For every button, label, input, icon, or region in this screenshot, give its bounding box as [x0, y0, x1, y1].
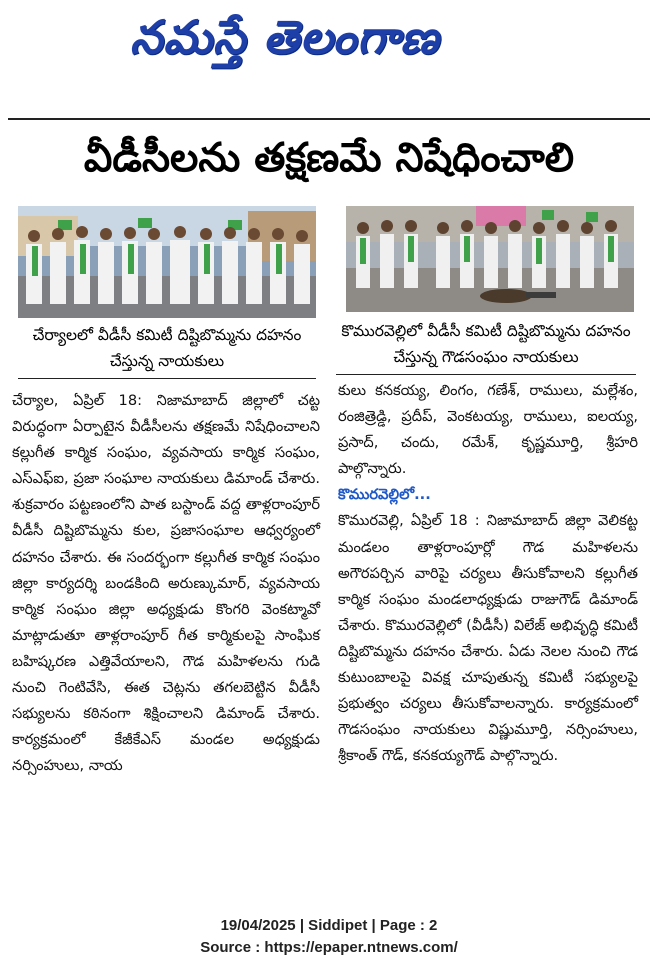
footer-source-text: Source : https://epaper.ntnews.com/ — [200, 939, 458, 956]
article-subhead: కొమురవెల్లిలో... — [338, 486, 431, 504]
photo-caption-cheryal: చేర్యాలలో వీడీసీ కమిటీ దిష్టిబొమ్మను దహనం చేస్తున్న నాయకులు — [32, 326, 302, 370]
article-column-left — [12, 388, 320, 779]
photo-cheryal-protest — [18, 206, 316, 318]
footer-date-line — [0, 916, 658, 934]
article-body-right-top: కులు కనకయ్య, లింగం, గణేశ్, రాములు, మల్లేశం, రంజిత్రెడ్డి, ప్రదీప్, వెంకటయ్య, రాములు, ఐలయ్య, ప్రసాద్, చందు, రమేశ్, కృష్ణమూర్తి, శ్రీహరి పాల్గొన్నారు. — [338, 382, 638, 478]
article-body-left: చేర్యాల, ఏప్రిల్ 18: నిజామాబాద్ జిల్లాలో చట్ట విరుద్ధంగా ఏర్పాటైన వీడీసీలను తక్షణమే నిషేధించాలని కల్లుగీత కార్మిక సంఘం, వ్యవసాయ కార్మిక సంఘం, ఎస్ఎఫ్ఐ, ప్రజా సంఘాల నాయకులు డిమాండ్ చేశారు. శుక్రవారం పట్టణంలోని పాత బస్టాండ్ వద్ద తాళ్లరాంపూర్ వీడీసీ దిష్టిబొమ్మను కుల, ప్రజాసంఘాల ఆధ్వర్యంలో దహనం చేశారు. ఈ సందర్భంగా కల్లుగీత కార్మిక సంఘం జిల్లా కార్యదర్శి బండకింది అరుణ్కుమార్, వ్యవసాయ కార్మిక సంఘం జిల్లా అధ్యక్షుడు కొంగరి వెంకట్మావో మాట్లాడుతూ తాళ్లరాంపూర్ గీత కార్మికులపై సాంఘిక బహిష్కరణ ఎత్తివేయాలని, గౌడ మహిళలను గుడి నుంచి గెంటివేసి, ఈత చెట్లను తగలబెట్టిన వీడీసీ సభ్యులను కఠినంగా శిక్షించాలని డిమాండ్ చేశారు. కార్యక్రమంలో కేజీకేఎస్ మండల అధ్యక్షుడు నర్సింహులు, నాయ — [12, 392, 320, 775]
newspaper-masthead — [130, 4, 530, 70]
masthead-title: నమస్తే తెలంగాణ — [130, 10, 440, 64]
photo-caption-komuravelli: కొమురవెల్లిలో వీడీసీ కమిటీ దిష్టిబొమ్మను దహనం చేస్తున్న గౌడసంఘం నాయకులు — [341, 322, 631, 366]
article-column-right — [338, 378, 638, 769]
footer-source-line — [0, 938, 658, 956]
article-headline: వీడీసీలను తక్షణమే నిషేధించాలి — [83, 135, 575, 181]
headline-top-rule — [8, 118, 650, 120]
photo-komuravelli-protest — [346, 206, 634, 312]
caption-underline-left — [18, 378, 316, 379]
caption-underline-right — [336, 374, 636, 375]
footer-date-text: 19/04/2025 | Siddipet | Page : 2 — [220, 917, 438, 934]
article-body-right-bottom: కొమురవెల్లి, ఏప్రిల్ 18 : నిజామాబాద్ జిల్లా వెలికట్ట మండలం తాళ్లరాంపూర్లో గౌడ మహిళలను అగౌరపర్చిన వారిపై చర్యలు తీసుకోవాలని కల్లుగీత కార్మిక సంఘం మండలాధ్యక్షుడు రాజుగౌడ్ డిమాండ్ చేశారు. కొమురవెల్లిలో (వీడీసీ) విలేజ్ అభివృద్ధి కమిటీ దిష్టిబొమ్మను దహనం చేశారు. ఏడు నెలల నుంచి గౌడ కుటుంబాలపై వివక్ష చూపుతున్న కమిటీ సభ్యులపై ప్రభుత్వం చర్యలు తీసుకోవాలన్నారు. కార్యక్రమంలో గౌడసంఘం నాయకులు విష్ణుమూర్తి, నర్సింహులు, శ్రీకాంత్ గౌడ్, కనకయ్యగౌడ్ పాల్గొన్నారు. — [338, 512, 638, 765]
